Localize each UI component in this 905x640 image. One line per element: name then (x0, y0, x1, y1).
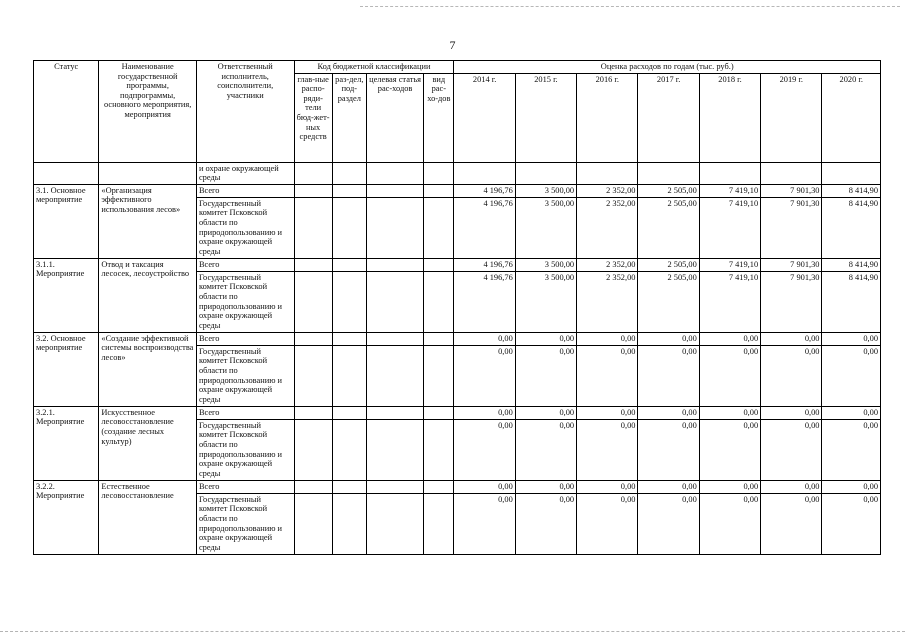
scan-artifact-top (360, 6, 900, 7)
table-row (34, 184, 881, 197)
row-executor: Государственный комитет Псковской области по природопользованию и охране окружающей среды (196, 493, 294, 554)
year-value: 0,00 (822, 345, 881, 406)
year-value: 0,00 (822, 419, 881, 480)
year-value: 2 352,00 (577, 258, 638, 271)
header-year: 2019 г. (761, 73, 822, 162)
year-value: 3 500,00 (515, 197, 576, 258)
table-row (34, 258, 881, 271)
header-year: 2015 г. (515, 73, 576, 162)
year-value: 7 419,10 (699, 184, 760, 197)
header-status: Статус (34, 61, 99, 163)
year-value: 0,00 (761, 345, 822, 406)
year-value: 0,00 (699, 480, 760, 493)
year-value: 0,00 (761, 332, 822, 345)
year-value: 7 901,30 (761, 271, 822, 332)
year-value: 0,00 (515, 345, 576, 406)
header-year: 2020 г. (822, 73, 881, 162)
table-row (34, 480, 881, 493)
year-value: 0,00 (577, 332, 638, 345)
year-value: 0,00 (515, 480, 576, 493)
year-value: 4 196,76 (454, 184, 515, 197)
row-total-label: Всего (196, 332, 294, 345)
year-value: 0,00 (822, 493, 881, 554)
year-value: 3 500,00 (515, 271, 576, 332)
header-year: 2018 г. (699, 73, 760, 162)
year-value: 2 352,00 (577, 197, 638, 258)
year-value: 0,00 (515, 419, 576, 480)
year-value: 0,00 (577, 480, 638, 493)
row-status: 3.1. Основное мероприятие (34, 184, 99, 258)
year-value: 2 505,00 (638, 197, 699, 258)
header-code-target-article: целевая статья рас-ходов (366, 73, 423, 162)
year-value: 7 419,10 (699, 197, 760, 258)
year-value: 8 414,90 (822, 258, 881, 271)
year-value: 0,00 (577, 345, 638, 406)
row-name: «Создание эффективной системы воспроизводства лесов» (99, 332, 197, 406)
header-name: Наименование государственной программы, подпрограммы, основного мероприятия, мероприятия (99, 61, 197, 163)
year-value: 0,00 (515, 406, 576, 419)
row-name: «Организация эффективного использования лесов» (99, 184, 197, 258)
year-value: 0,00 (638, 419, 699, 480)
scan-artifact-bottom (0, 631, 905, 632)
year-value: 0,00 (638, 332, 699, 345)
year-value: 2 505,00 (638, 258, 699, 271)
year-value: 0,00 (638, 345, 699, 406)
header-budget-code: Код бюджетной классификации (294, 61, 454, 74)
header-executor: Ответственный исполнитель, соисполнители, участники (196, 61, 294, 163)
header-year: 2014 г. (454, 73, 515, 162)
year-value: 0,00 (577, 419, 638, 480)
row-executor: Государственный комитет Псковской области по природопользованию и охране окружающей среды (196, 345, 294, 406)
year-value: 0,00 (515, 493, 576, 554)
continuation-executor: и охране окружающей среды (196, 162, 294, 184)
year-value: 0,00 (577, 406, 638, 419)
year-value: 3 500,00 (515, 184, 576, 197)
row-executor: Государственный комитет Псковской области по природопользованию и охране окружающей среды (196, 197, 294, 258)
year-value: 0,00 (822, 480, 881, 493)
year-value: 0,00 (577, 493, 638, 554)
year-value: 0,00 (822, 332, 881, 345)
row-total-label: Всего (196, 406, 294, 419)
year-value: 2 352,00 (577, 184, 638, 197)
row-status: 3.2.1. Мероприятие (34, 406, 99, 480)
year-value: 8 414,90 (822, 197, 881, 258)
year-value: 0,00 (515, 332, 576, 345)
year-value: 7 419,10 (699, 258, 760, 271)
table-row (34, 406, 881, 419)
row-total-label: Всего (196, 480, 294, 493)
year-value: 4 196,76 (454, 197, 515, 258)
year-value: 0,00 (699, 332, 760, 345)
year-value: 0,00 (454, 419, 515, 480)
year-value: 0,00 (454, 406, 515, 419)
year-value: 0,00 (699, 493, 760, 554)
header-year: 2016 г. (577, 73, 638, 162)
row-status: 3.2.2. Мероприятие (34, 480, 99, 554)
year-value: 0,00 (761, 480, 822, 493)
year-value: 0,00 (699, 345, 760, 406)
row-status: 3.1.1. Мероприятие (34, 258, 99, 332)
year-value: 7 901,30 (761, 184, 822, 197)
page-number: 7 (449, 38, 456, 52)
year-value: 0,00 (454, 332, 515, 345)
year-value: 0,00 (761, 406, 822, 419)
year-value: 2 352,00 (577, 271, 638, 332)
header-code-expense-type: вид рас-хо-дов (424, 73, 454, 162)
year-value: 2 505,00 (638, 271, 699, 332)
year-value: 0,00 (638, 406, 699, 419)
row-name: Искусственное лесовосстановление (создание лесных культур) (99, 406, 197, 480)
year-value: 7 419,10 (699, 271, 760, 332)
year-value: 7 901,30 (761, 258, 822, 271)
year-value: 3 500,00 (515, 258, 576, 271)
year-value: 4 196,76 (454, 258, 515, 271)
header-cost-estimate: Оценка расходов по годам (тыс. руб.) (454, 61, 881, 74)
year-value: 4 196,76 (454, 271, 515, 332)
year-value: 7 901,30 (761, 197, 822, 258)
year-value: 8 414,90 (822, 184, 881, 197)
continuation-row (34, 162, 881, 184)
row-total-label: Всего (196, 258, 294, 271)
header-code-chief-manager: глав-ные распо-ряди-тели бюд-жет-ных средств (294, 73, 332, 162)
year-value: 0,00 (699, 406, 760, 419)
row-executor: Государственный комитет Псковской области по природопользованию и охране окружающей среды (196, 271, 294, 332)
row-total-label: Всего (196, 184, 294, 197)
year-value: 0,00 (638, 493, 699, 554)
budget-table (33, 60, 881, 555)
year-value: 0,00 (638, 480, 699, 493)
row-executor: Государственный комитет Псковской области по природопользованию и охране окружающей среды (196, 419, 294, 480)
year-value: 0,00 (454, 345, 515, 406)
year-value: 0,00 (761, 419, 822, 480)
table-row (34, 332, 881, 345)
year-value: 2 505,00 (638, 184, 699, 197)
year-value: 0,00 (822, 406, 881, 419)
year-value: 0,00 (761, 493, 822, 554)
header-code-section: раз-дел, под-раздел (332, 73, 366, 162)
row-status: 3.2. Основное мероприятие (34, 332, 99, 406)
row-name: Естественное лесовосстановление (99, 480, 197, 554)
year-value: 0,00 (454, 493, 515, 554)
year-value: 0,00 (699, 419, 760, 480)
year-value: 0,00 (454, 480, 515, 493)
year-value: 8 414,90 (822, 271, 881, 332)
header-year: 2017 г. (638, 73, 699, 162)
row-name: Отвод и таксация лесосек, лесоустройство (99, 258, 197, 332)
